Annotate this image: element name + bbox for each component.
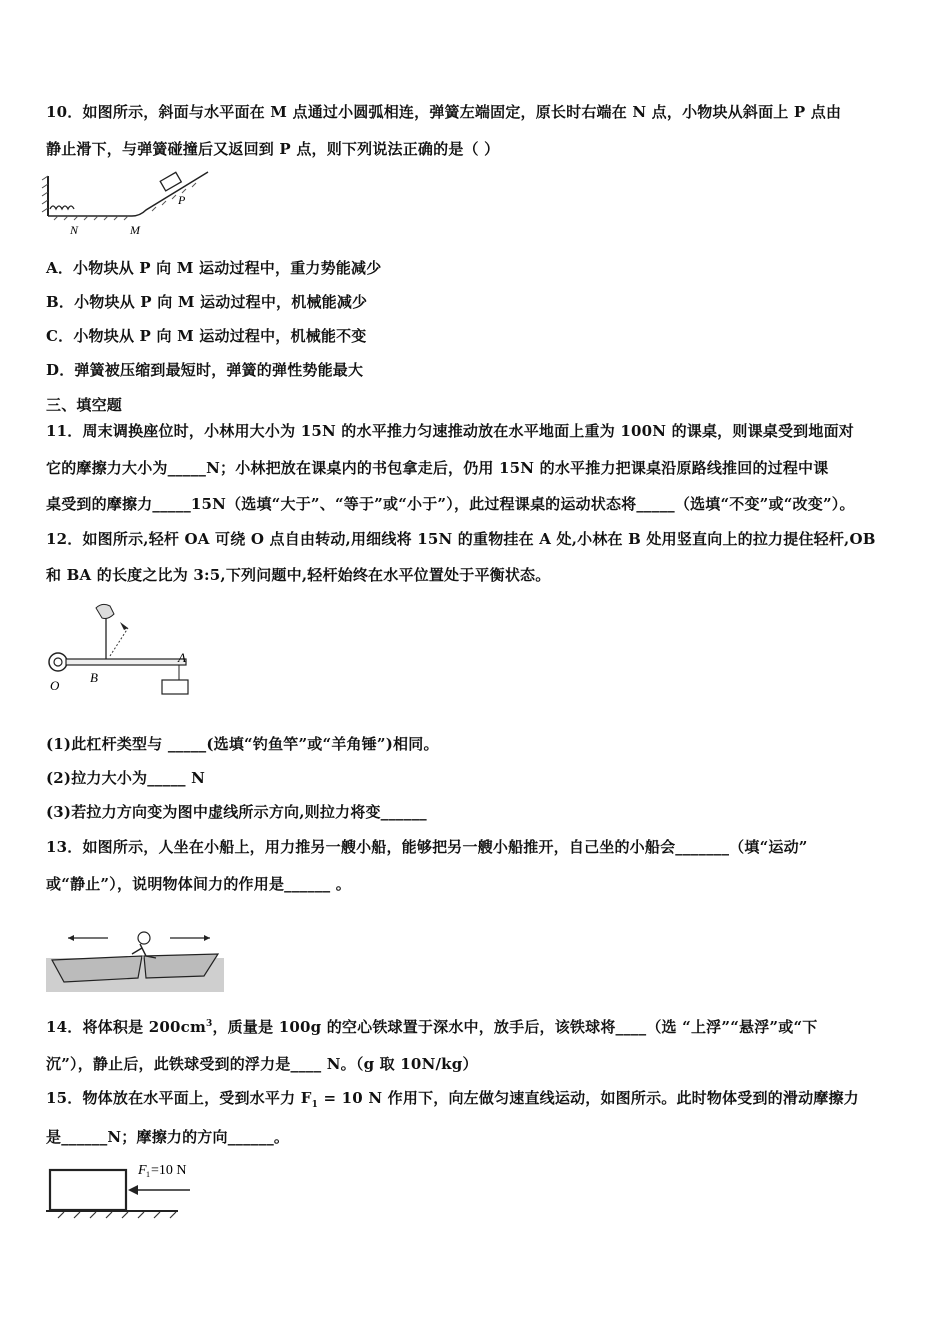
q15-line1-post: = 10 N 作用下，向左做匀速直线运动，如图所示。此时物体受到的滑动摩擦力 xyxy=(318,1089,859,1107)
force-label-value: =10 N xyxy=(151,1163,187,1178)
q12-line2: 和 BA 的长度之比为 3:5,下列问题中,轻杆始终在水平位置处于平衡状态。 xyxy=(46,566,551,584)
q15-line2: 是______N；摩擦力的方向______。 xyxy=(46,1128,290,1146)
q13-line1: 13．如图所示，人坐在小船上，用力推另一艘小船，能够把另一艘小船推开，自己坐的小船会_______（填“运动” xyxy=(46,838,808,856)
label-o: O xyxy=(50,678,60,693)
q15-line1-pre: 15．物体放在水平面上，受到水平力 F xyxy=(46,1089,312,1107)
label-p: P xyxy=(178,193,186,207)
q10-line2: 静止滑下，与弹簧碰撞后又返回到 P 点，则下列说法正确的是（ ） xyxy=(46,140,500,158)
label-m: M xyxy=(130,223,140,237)
q11-line3: 桌受到的摩擦力_____15N（选填“大于”、“等于”或“小于”），此过程课桌的运动状态将_____（选填“不变”或“改变”）。 xyxy=(46,495,855,513)
q12-line1: 12．如图所示,轻杆 OA 可绕 O 点自由转动,用细线将 15N 的重物挂在 A 处,小林在 B 处用竖直向上的拉力提住轻杆,OB xyxy=(46,530,876,548)
q11-line1: 11．周末调换座位时，小林用大小为 15N 的水平推力匀速推动放在水平地面上重为 100N 的课桌，则课桌受到地面对 xyxy=(46,422,854,440)
q12-sub2: (2)拉力大小为_____ N xyxy=(46,769,206,787)
label-b: B xyxy=(90,670,98,685)
q14-line1 xyxy=(46,1016,818,1037)
boats-figure xyxy=(46,928,224,992)
block-force-figure xyxy=(44,1156,204,1226)
incline-spring-figure xyxy=(40,168,220,240)
q14-line2: 沉”），静止后，此铁球受到的浮力是____ N。（g 取 10N/kg） xyxy=(46,1055,478,1073)
q14-line1-pre: 14．将体积是 200cm xyxy=(46,1018,207,1036)
q14-line1-post: ，质量是 100g 的空心铁球置于深水中，放手后，该铁球将____（选 “上浮”“悬浮”或“下 xyxy=(212,1018,818,1036)
q13-line2: 或“静止”），说明物体间力的作用是______ 。 xyxy=(46,875,351,893)
q15-line1 xyxy=(46,1087,859,1110)
section-title: 三、填空题 xyxy=(46,396,123,414)
q11-line2: 它的摩擦力大小为_____N；小林把放在课桌内的书包拿走后，仍用 15N 的水平推力把课桌沿原路线推回的过程中课 xyxy=(46,459,829,477)
q10-line1: 10．如图所示，斜面与水平面在 M 点通过小圆弧相连，弹簧左端固定，原长时右端在 N 点，小物块从斜面上 P 点由 xyxy=(46,103,842,121)
force-label: F xyxy=(138,1163,147,1178)
label-n: N xyxy=(70,223,79,237)
q15-line1-sub: 1 xyxy=(311,1100,319,1110)
q12-sub3: (3)若拉力方向变为图中虚线所示方向,则拉力将变______ xyxy=(46,803,427,821)
q10-option-c: C．小物块从 P 向 M 运动过程中，机械能不变 xyxy=(46,327,367,345)
q12-sub1: (1)此杠杆类型与 _____(选填“钓鱼竿”或“羊角锤”)相同。 xyxy=(46,735,439,753)
label-a: A xyxy=(178,650,186,665)
lever-figure xyxy=(44,598,204,698)
q10-option-b: B．小物块从 P 向 M 运动过程中，机械能减少 xyxy=(46,293,368,311)
q10-option-d: D．弹簧被压缩到最短时，弹簧的弹性势能最大 xyxy=(46,361,364,379)
q10-option-a: A．小物块从 P 向 M 运动过程中，重力势能减少 xyxy=(46,259,382,277)
q14-line1-sup: 3 xyxy=(206,1019,213,1029)
force-label-sub: 1 xyxy=(146,1170,150,1179)
